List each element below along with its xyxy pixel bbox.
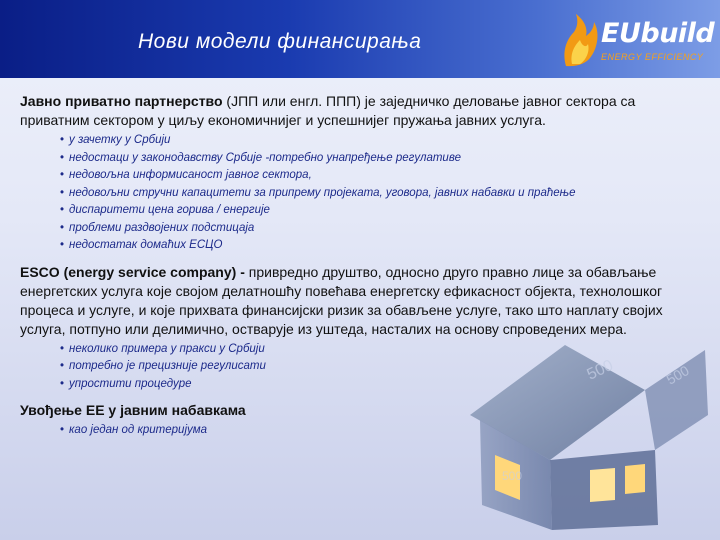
list-item: • недовољна информисаност јавног сектора, [60,167,700,185]
list-item: • проблеми раздвојених подстицаја [60,220,700,238]
procurement-bullet-list [20,422,700,440]
content-area [20,92,700,440]
logo-eu: EU [601,18,641,49]
slide-title: Нови модели финансирања [138,30,422,53]
ppp-term: Јавно приватно партнерство [20,93,223,109]
esco-description: привредно друштво, односно друго правно лице за обављање енергетских услуга које својом делатношћу повећава енергетску ефикасност објекта, технолошког процеса и услуге, и које прихвата финансијски ризик за обављене услуге, тако што наплату својих услуга, потпуно или делимично, остварује из уштеда, насталих на основу спроведених мера. [20,263,663,337]
svg-text:500: 500 [584,356,616,384]
ppp-bullet-list [20,132,700,255]
list-item: • неколико примера у пракси у Србији [60,341,700,359]
list-item: • упростити процедуре [60,376,700,394]
ppp-description: (ЈПП или енгл. ППП) је заједничко деловање јавног сектора са приватним сектором у циљу економичнијег и успешнијег пружања јавних услуга. [20,93,636,128]
esco-definition [20,263,700,339]
ppp-definition [20,92,700,130]
flame-icon [560,12,600,68]
list-item: • недовољни стручни капацитети за припрему пројеката, уговора, јавних набавки и праћење [60,185,700,203]
procurement-section [20,401,700,440]
header-banner [0,0,720,78]
logo-subtitle: ENERGY EFFICIENCY [601,52,704,62]
list-item: • потребно је прецизније регулисати [60,358,700,376]
list-item: • недостатак домаћих ЕСЦО [60,237,700,255]
logo-build: build [640,18,715,49]
procurement-heading: Увођење ЕЕ у јавним набавкама [20,402,246,418]
svg-text:500: 500 [502,469,523,483]
esco-bullet-list [20,341,700,394]
list-item: • као један од критеријума [60,422,700,440]
svg-text:500: 500 [663,362,692,388]
list-item: • диспаритети цена горива / енергије [60,202,700,220]
esco-term: ESCO (energy service company) - [20,263,245,280]
eubuild-logo [560,12,715,70]
logo-wordmark [601,18,714,49]
list-item: • у зачетку у Србији [60,132,700,150]
esco-section [20,263,700,394]
list-item: • недостаци у законодавству Србије -потребно унапређење регулативе [60,150,700,168]
